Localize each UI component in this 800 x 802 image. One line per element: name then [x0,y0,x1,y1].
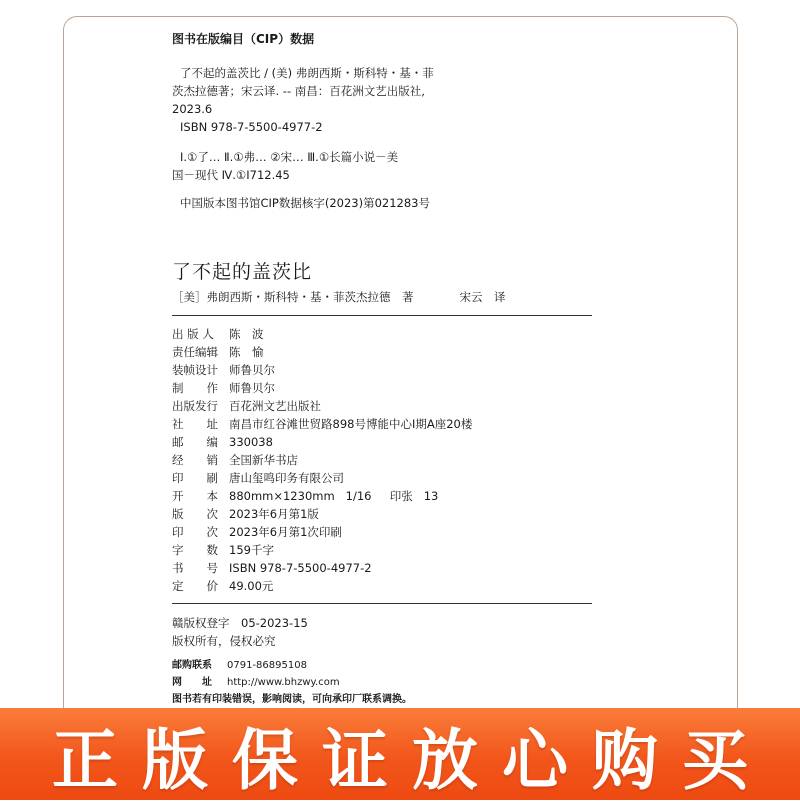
credit-value: 陈 愉 [229,345,264,359]
promo-banner [0,708,800,800]
author-line [172,289,506,305]
credit-value: 唐山玺鸣印务有限公司 [229,471,344,485]
credit-label: 书 号 [172,561,218,575]
credit-value: 南昌市红谷滩世贸路898号博能中心Ⅰ期A座20楼 [229,417,473,431]
credit-value: 330038 [229,435,273,449]
contact-web-label: 网 址 [172,677,212,688]
credit-label: 印 次 [172,525,218,539]
credit-value: 2023年6月第1次印刷 [229,525,342,539]
credit-label: 邮 编 [172,435,218,449]
contact-block [172,657,412,708]
credit-label: 定 价 [172,579,218,593]
credit-value: 2023年6月第1版 [229,507,319,521]
promo-banner-text: 正版保证放心购买 [52,721,772,799]
credit-label: 版 次 [172,507,218,521]
book-title: 了不起的盖茨比 [172,261,313,283]
credit-value: 49.00元 [229,579,274,593]
credit-row [172,379,472,397]
cip-number: 中国版本图书馆CIP数据核字(2023)第021283号 [180,196,430,210]
rights-reserved: 版权所有，侵权必究 [172,634,276,648]
rights-block [172,614,308,650]
cip-record [172,64,442,212]
credits-table [172,325,472,595]
credit-label: 字 数 [172,543,218,557]
credit-value: 陈 波 [229,327,264,341]
credit-row [172,505,472,523]
credit-value: 159千字 [229,543,274,557]
credit-label: 社 址 [172,417,218,431]
credit-label: 装帧设计 [172,363,218,377]
credit-row [172,397,472,415]
credit-row [172,469,472,487]
defect-exchange-note: 图书若有印装错误，影响阅读，可向承印厂联系调换。 [172,694,412,705]
credit-row [172,343,472,361]
translator-name: 宋云 译 [459,290,506,304]
cip-record-line: ISBN 978-7-5500-4977-2 [180,120,323,134]
credit-row [172,451,472,469]
credit-label: 责任编辑 [172,345,218,359]
contact-phone: 0791-86895108 [227,660,307,671]
credit-label: 出 版 人 [172,327,214,341]
credit-row [172,523,472,541]
credit-row [172,559,472,577]
credit-value: 880mm×1230mm 1/16 印张 13 [229,489,439,503]
contact-web-row [172,674,412,691]
author-name: ［美］弗朗西斯・斯科特・基・菲茨杰拉德 著 [172,290,414,304]
credit-row [172,541,472,559]
credit-row [172,361,472,379]
cip-record-line: 2023.6 [172,102,213,116]
credit-value: 全国新华书店 [229,453,298,467]
cip-record-line: 了不起的盖茨比 / (美) 弗朗西斯・斯科特・基・菲 [180,66,434,80]
credit-label: 印 刷 [172,471,218,485]
divider [172,315,592,316]
divider [172,603,592,604]
contact-phone-row [172,657,412,674]
cip-classification-line: 国－现代 Ⅳ.①I712.45 [172,168,290,182]
contact-web: http://www.bhzwy.com [227,677,340,688]
credit-row [172,415,472,433]
credit-row [172,577,472,595]
cip-record-line: 茨杰拉德著；宋云译. -- 南昌：百花洲文艺出版社, [172,84,425,98]
credit-value: 师鲁贝尔 [229,381,275,395]
credit-row [172,325,472,343]
credit-label: 制 作 [172,381,218,395]
credit-row [172,487,472,505]
credit-label: 开 本 [172,489,218,503]
credit-value: ISBN 978-7-5500-4977-2 [229,561,372,575]
cip-classification-line: Ⅰ.①了… Ⅱ.①弗… ②宋… Ⅲ.①长篇小说－美 [180,150,399,164]
credit-row [172,433,472,451]
credit-label: 出版发行 [172,399,218,413]
contact-phone-label: 邮购联系 [172,660,212,671]
credit-value: 师鲁贝尔 [229,363,275,377]
cip-header: 图书在版编目（CIP）数据 [172,32,315,46]
credit-value: 百花洲文艺出版社 [229,399,321,413]
credit-label: 经 销 [172,453,218,467]
copyright-registration: 赣版权登字 05-2023-15 [172,616,308,630]
